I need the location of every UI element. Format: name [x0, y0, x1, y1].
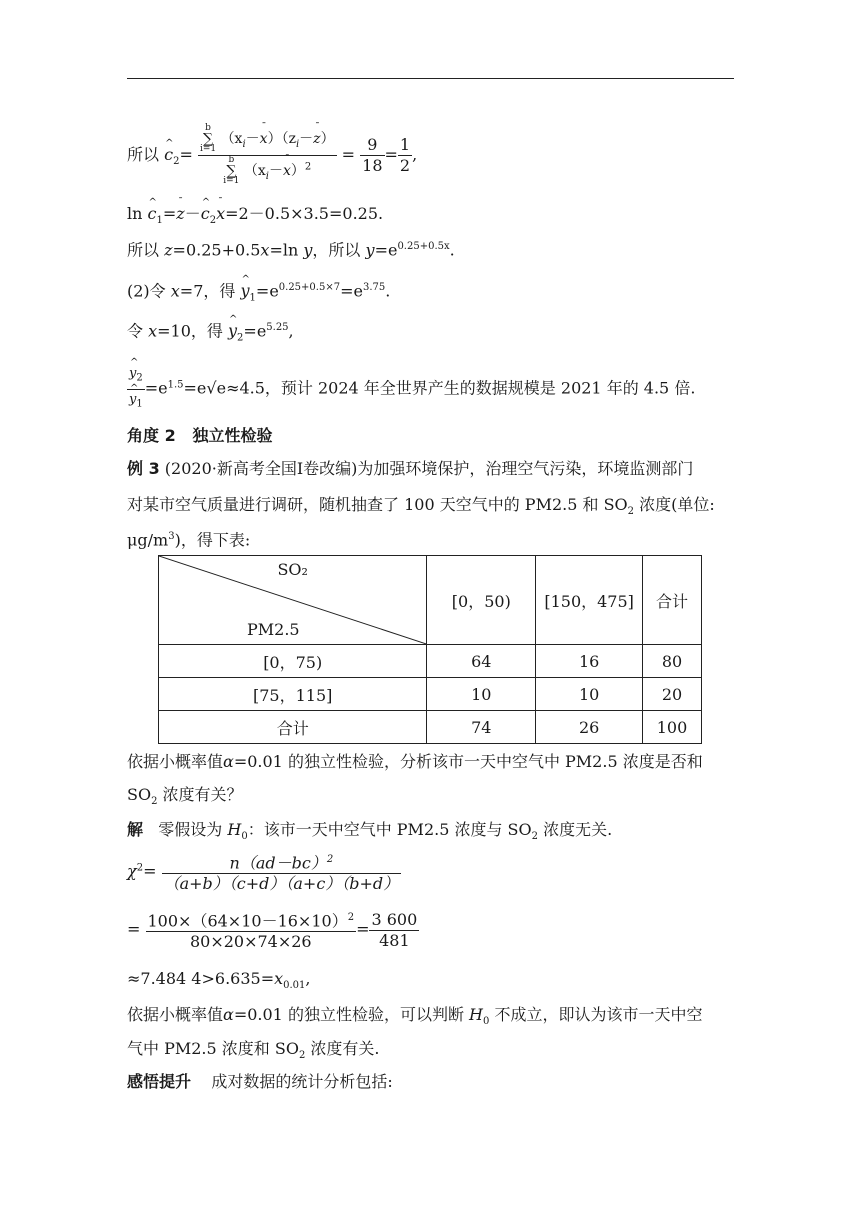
- var: H: [227, 820, 242, 839]
- numerator: 3 600: [371, 909, 418, 929]
- text: 所以: [127, 240, 165, 260]
- var: x: [260, 240, 270, 260]
- var: y: [365, 240, 375, 260]
- equals: =: [127, 919, 141, 939]
- result-fraction: [369, 910, 419, 951]
- numerator: 1: [399, 134, 411, 154]
- var: H: [469, 1005, 483, 1024]
- superscript: 1.5: [167, 379, 184, 391]
- equals: =: [356, 919, 370, 939]
- x-bar: ¯ x: [260, 129, 268, 149]
- table-cell: 16: [536, 645, 643, 678]
- text: ）: [320, 131, 335, 147]
- text: ,: [288, 321, 294, 341]
- c-hat: ^ c: [201, 204, 210, 224]
- text: =10，得: [157, 321, 228, 341]
- subscript: 1: [249, 292, 256, 304]
- text: (2020·新高考全国Ⅰ卷改编)为加强环境保护，治理空气污染，环境监测部门: [159, 459, 694, 478]
- y-hat: ^ y: [240, 281, 249, 301]
- question-line1: [127, 752, 703, 772]
- numerator: [198, 124, 337, 156]
- text: 对某市空气质量进行调研，随机抽查了 100 天空气中的 PM2.5 和 SO: [127, 495, 628, 514]
- column-header: [0，50): [427, 556, 536, 645]
- subscript: 0.01: [283, 980, 306, 992]
- subscript: i: [295, 138, 300, 150]
- alpha: α: [223, 1005, 234, 1024]
- sum-symbol: [200, 124, 216, 154]
- y-hat: ^ y: [129, 364, 136, 384]
- text: 浓度有关.: [305, 1039, 380, 1058]
- var: x: [170, 281, 180, 301]
- subscript: 2: [237, 332, 244, 344]
- text: =e: [340, 281, 363, 301]
- y-hat: ^ y: [228, 321, 237, 341]
- subscript: i: [242, 138, 246, 150]
- equals: =: [179, 144, 193, 164]
- text: （x: [220, 131, 243, 147]
- formula-c2: [127, 124, 417, 187]
- column-header: 合计: [643, 556, 702, 645]
- table-cell: 100: [643, 711, 702, 744]
- sum-symbol: [223, 156, 239, 186]
- equals: =: [341, 144, 356, 164]
- text: 依据小概率值: [127, 1005, 224, 1024]
- text: ln: [127, 204, 148, 223]
- text: 浓度(单位:: [634, 495, 715, 514]
- text: =0.01 的独立性检验，可以判断: [233, 1005, 470, 1024]
- example3-line3: [127, 527, 250, 550]
- subscript: 2: [151, 796, 158, 808]
- sigma: ∑: [226, 162, 237, 179]
- formula-ln-c1: [127, 204, 383, 231]
- denominator: （a+b）（c+d）（a+c）（b+d）: [163, 874, 400, 894]
- text: 所以: [127, 144, 160, 164]
- text: ≈7.484 4>6.635=: [127, 969, 275, 988]
- table-cell: 10: [536, 678, 643, 711]
- text: 成对数据的统计分析包括:: [211, 1072, 393, 1091]
- text: ，所以: [312, 240, 366, 260]
- chi-fraction: [162, 850, 402, 894]
- row-label: [75，115]: [159, 678, 427, 711]
- fraction-y2-y1: [127, 364, 145, 414]
- chi-square-value: [127, 908, 419, 952]
- insight-label: 感悟提升: [127, 1072, 192, 1091]
- table-cell: 80: [643, 645, 702, 678]
- text: n（ad－bc）: [229, 853, 327, 873]
- text: =e: [144, 378, 168, 398]
- equals: =: [384, 144, 398, 164]
- solution-label: 解: [127, 820, 144, 839]
- part2-line2: [127, 318, 294, 349]
- subscript: 0: [241, 831, 248, 843]
- table-row: [159, 645, 702, 678]
- text: =0.25+0.5: [172, 240, 261, 260]
- z-bar: ¯ z: [176, 204, 184, 224]
- c-hat: ^ c: [164, 145, 173, 165]
- text: =2－0.5×3.5=0.25.: [225, 204, 384, 223]
- row-label: [0，75): [159, 645, 427, 678]
- text: =e: [243, 321, 267, 341]
- superscript: 2: [304, 161, 312, 173]
- text: －: [299, 131, 314, 147]
- alpha: α: [223, 752, 234, 771]
- table-cell: 74: [427, 711, 536, 744]
- section-heading: [127, 426, 272, 446]
- table-header-row: [159, 556, 702, 645]
- text: .: [449, 240, 455, 260]
- text: （x: [243, 162, 266, 179]
- example3-line2: [127, 495, 715, 522]
- question-line2: [127, 785, 243, 812]
- superscript: 0.25+0.5x: [397, 241, 450, 252]
- fraction-1-2: [398, 135, 412, 176]
- text: (2)令: [127, 281, 171, 301]
- text: －: [245, 131, 260, 147]
- sum-bottom: i=1: [199, 144, 217, 154]
- numerator: 9: [360, 135, 384, 156]
- fraction-c2: [198, 124, 337, 187]
- subscript: 0: [483, 1016, 490, 1028]
- text: μg/m: [127, 530, 169, 550]
- denominator: [127, 390, 145, 415]
- subscript: 2: [531, 831, 539, 843]
- sum-top: b: [228, 154, 235, 165]
- text: －: [268, 162, 283, 179]
- sum-top: b: [205, 123, 211, 133]
- table-row: [159, 711, 702, 744]
- subscript: 1: [156, 215, 163, 227]
- text: 浓度无关.: [538, 820, 613, 839]
- subscript: 2: [209, 215, 217, 227]
- superscript: 5.25: [266, 322, 289, 333]
- var: z: [164, 240, 173, 260]
- header-rule: [127, 78, 734, 79]
- chi-square-approx: [127, 969, 310, 996]
- table-cell: 20: [643, 678, 702, 711]
- numerator: [146, 908, 357, 932]
- denominator: 18: [362, 155, 383, 175]
- row-label: 合计: [159, 711, 427, 744]
- heading-label: 角度 2: [127, 426, 176, 445]
- superscript: 3: [168, 531, 175, 542]
- example-label: 例 3: [127, 459, 160, 478]
- chi-square-formula: [127, 850, 401, 894]
- table-cell: 64: [427, 645, 536, 678]
- denominator: 481: [379, 930, 410, 950]
- text: )，得下表:: [174, 530, 251, 550]
- subscript: 2: [627, 506, 635, 518]
- subscript: 2: [298, 1050, 306, 1062]
- sum-bottom: i=1: [223, 175, 240, 186]
- superscript: 3.75: [362, 282, 386, 293]
- column-header: [150，475]: [536, 556, 643, 645]
- equals: =: [162, 204, 177, 223]
- text: ）: [290, 162, 305, 179]
- superscript: 2: [136, 862, 144, 874]
- text: ≈4.5，预计 2024 年全世界产生的数据规模是 2021 年的 4.5 倍.: [226, 378, 696, 398]
- sigma: ∑: [203, 131, 214, 147]
- superscript: 0.25+0.5×7: [278, 282, 341, 293]
- solution-line: [127, 820, 612, 847]
- c-hat: ^ c: [148, 204, 157, 224]
- superscript: 2: [347, 912, 355, 923]
- denominator: 2: [399, 155, 411, 175]
- diagonal-header-cell: [159, 556, 427, 645]
- x-bar: ¯ x: [216, 204, 225, 224]
- text: =0.01 的独立性检验，分析该市一天中空气中 PM2.5 浓度是否和: [233, 752, 703, 771]
- conclusion-line2: [127, 1039, 380, 1066]
- var: x: [148, 321, 158, 341]
- denominator: [198, 156, 337, 187]
- x-bar: ¯ x: [283, 161, 291, 181]
- text: ,: [412, 144, 418, 164]
- y-hat: ^ y: [129, 390, 136, 410]
- subscript: 2: [173, 155, 180, 167]
- text: ：该市一天中空气中 PM2.5 浓度与 SO: [247, 820, 532, 839]
- text: 气中 PM2.5 浓度和 SO: [127, 1039, 299, 1058]
- denominator: 80×20×74×26: [189, 932, 312, 952]
- part2-line1: [127, 278, 390, 309]
- chi: χ: [127, 861, 137, 881]
- formula-y: [127, 237, 455, 260]
- text: 不成立，即认为该市一天中空: [489, 1005, 703, 1024]
- fraction-9-18: [360, 135, 384, 176]
- text: =e: [374, 240, 398, 260]
- table-row: [159, 678, 702, 711]
- subscript: i: [265, 170, 269, 182]
- text: .: [385, 281, 391, 301]
- conclusion-line1: [127, 1005, 702, 1032]
- example3-line1: [127, 459, 693, 479]
- text: 令: [127, 321, 149, 341]
- text: 零假设为: [158, 820, 228, 839]
- text: =e: [183, 378, 207, 398]
- subscript: 2: [136, 372, 143, 384]
- contingency-table: [158, 555, 702, 744]
- sqrt: √e: [206, 378, 227, 398]
- superscript: 2: [326, 854, 334, 865]
- var: x: [274, 969, 284, 988]
- text: 100×（64×10－16×10）: [147, 911, 348, 931]
- text: ,: [305, 969, 311, 988]
- text: =e: [255, 281, 279, 301]
- subscript: 1: [136, 398, 143, 410]
- text: =7，得: [179, 281, 241, 301]
- header-so2: SO₂: [277, 560, 308, 579]
- numerator: [162, 850, 402, 874]
- table-cell: 26: [536, 711, 643, 744]
- z-bar: ¯ z: [313, 129, 320, 149]
- var: y: [303, 240, 313, 260]
- text: －: [184, 204, 201, 223]
- text: 浓度有关？: [157, 785, 243, 804]
- table-cell: 10: [427, 678, 536, 711]
- text: SO: [127, 785, 152, 804]
- chi-value-fraction: [146, 908, 357, 952]
- insight-line: [127, 1072, 393, 1092]
- header-pm25: PM2.5: [247, 620, 300, 639]
- equals: =: [143, 861, 157, 881]
- heading-title: 独立性检验: [192, 426, 273, 445]
- text: 依据小概率值: [127, 752, 224, 771]
- text: =ln: [269, 240, 304, 260]
- ratio-line: [127, 364, 695, 414]
- text: ）（z: [267, 131, 296, 147]
